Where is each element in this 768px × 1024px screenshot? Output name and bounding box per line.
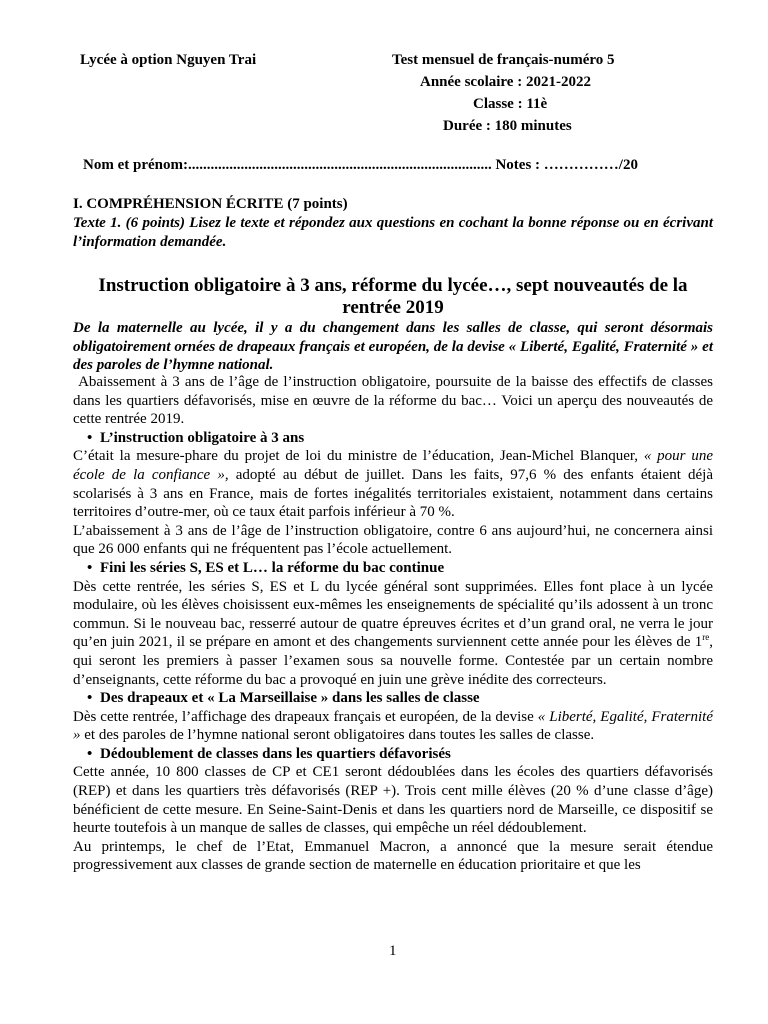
quote-devise: « Liberté, Egalité, Fraternité »	[73, 708, 713, 744]
article-body	[73, 373, 717, 875]
school-year: Année scolaire : 2021-2022	[420, 74, 591, 90]
section-4-title: • Dédoublement de classes dans les quartiers défavorisés	[73, 745, 713, 764]
test-title: Test mensuel de français-numéro 5	[392, 52, 615, 68]
article-title: Instruction obligatoire à 3 ans, réforme du lycée…, sept nouveautés de la rentrée 2019	[98, 275, 688, 318]
article-lead: De la maternelle au lycée, il y a du changement dans les salles de classe, qui seront désormais obligatoirement ornées de drapeaux français et européen, de la devise « Liberté, Egalité, Fraternité » et des paroles de l’hymne national.	[73, 320, 713, 374]
name-and-score-line: Nom et prénom:................................................................................. Notes : ……………/20	[83, 157, 638, 173]
class-label: Classe : 11è	[473, 96, 548, 112]
section-4-paragraph-1: Cette année, 10 800 classes de CP et CE1 seront dédoublées dans les écoles des quartiers défavorisés (REP) et dans les quartiers très défavorisés (REP +). Trois cent mille élèves (20 % d’une classe d’âge) bénéficient de cette mesure. En Seine-Saint-Denis et dans les quartiers nord de Marseille, ce dispositif se heurte toutefois à un manque de salles de classes, qui empêche un réel dédoublement.	[73, 764, 713, 837]
section-4-paragraph-2: Au printemps, le chef de l’Etat, Emmanuel Macron, a annoncé que la mesure serait étendue progressivement aux classes de grande section de maternelle en éducation prioritaire et que les	[73, 838, 713, 874]
section-1-paragraph-1: C’était la mesure-phare du projet de loi du ministre de l’éducation, Jean-Michel Blanquer, « pour une école de la confiance », adopté au début de juillet. Dans les faits, 97,6 % des enfants étaient déjà scolarisés à 3 ans en France, mais de fortes inégalités territoriales existaient, notamment dans certains territoires d’outre-mer, où ce taux était parfois inférieur à 70 %.	[73, 448, 713, 521]
school-name: Lycée à option Nguyen Trai	[80, 52, 257, 68]
page-number: 1	[389, 943, 397, 959]
section-3-paragraph-1: Dès cette rentrée, l’affichage des drapeaux français et européen, de la devise « Liberté, Egalité, Fraternité » et des paroles de l’hymne national seront obligatoires dans toutes les salles de classe.	[73, 708, 713, 744]
quote-ecole-confiance: « pour une école de la confiance »	[73, 448, 713, 483]
duration-label: Durée : 180 minutes	[443, 118, 572, 134]
section-2-paragraph-1: Dès cette rentrée, les séries S, ES et L du lycée général sont supprimées. Elles font place à un lycée modulaire, où les élèves choisissent eux-mêmes les enseignements de spécialité qu’ils adossent à un tronc commun. Si le nouveau bac, resserré autour de quatre épreuves écrites et d’un grand oral, ne verra le jour qu’en juin 2021, il se prépare en amont et des changements surviennent cette année pour les élèves de 1re, qui seront les premiers à passer l’examen sous sa nouvelle forme. Contestée par un certain nombre d’enseignants, cette réforme du bac a provoqué en juin une grève inédite des correcteurs.	[73, 578, 713, 688]
intro-paragraph: Abaissement à 3 ans de l’âge de l’instruction obligatoire, poursuite de la baisse des effectifs de classes dans les quartiers défavorisés, mise en œuvre de la réforme du bac… Voici un aperçu des nouveautés de cette rentrée 2019.	[73, 374, 717, 428]
section-2-title: • Fini les séries S, ES et L… la réforme du bac continue	[73, 559, 713, 578]
section-instruction: Texte 1. (6 points) Lisez le texte et répondez aux questions en cochant la bonne réponse ou en écrivant l’information demandée.	[73, 215, 713, 250]
section-1-title: • L’instruction obligatoire à 3 ans	[73, 429, 713, 448]
section-1-paragraph-2: L’abaissement à 3 ans de l’âge de l’instruction obligatoire, contre 6 ans aujourd’hui, ne concernera ainsi que 26 000 enfants qui ne fréquentent pas l’école actuellement.	[73, 522, 713, 558]
section-heading: I. COMPRÉHENSION ÉCRITE (7 points)	[73, 196, 348, 212]
section-3-title: • Des drapeaux et « La Marseillaise » dans les salles de classe	[73, 689, 713, 708]
